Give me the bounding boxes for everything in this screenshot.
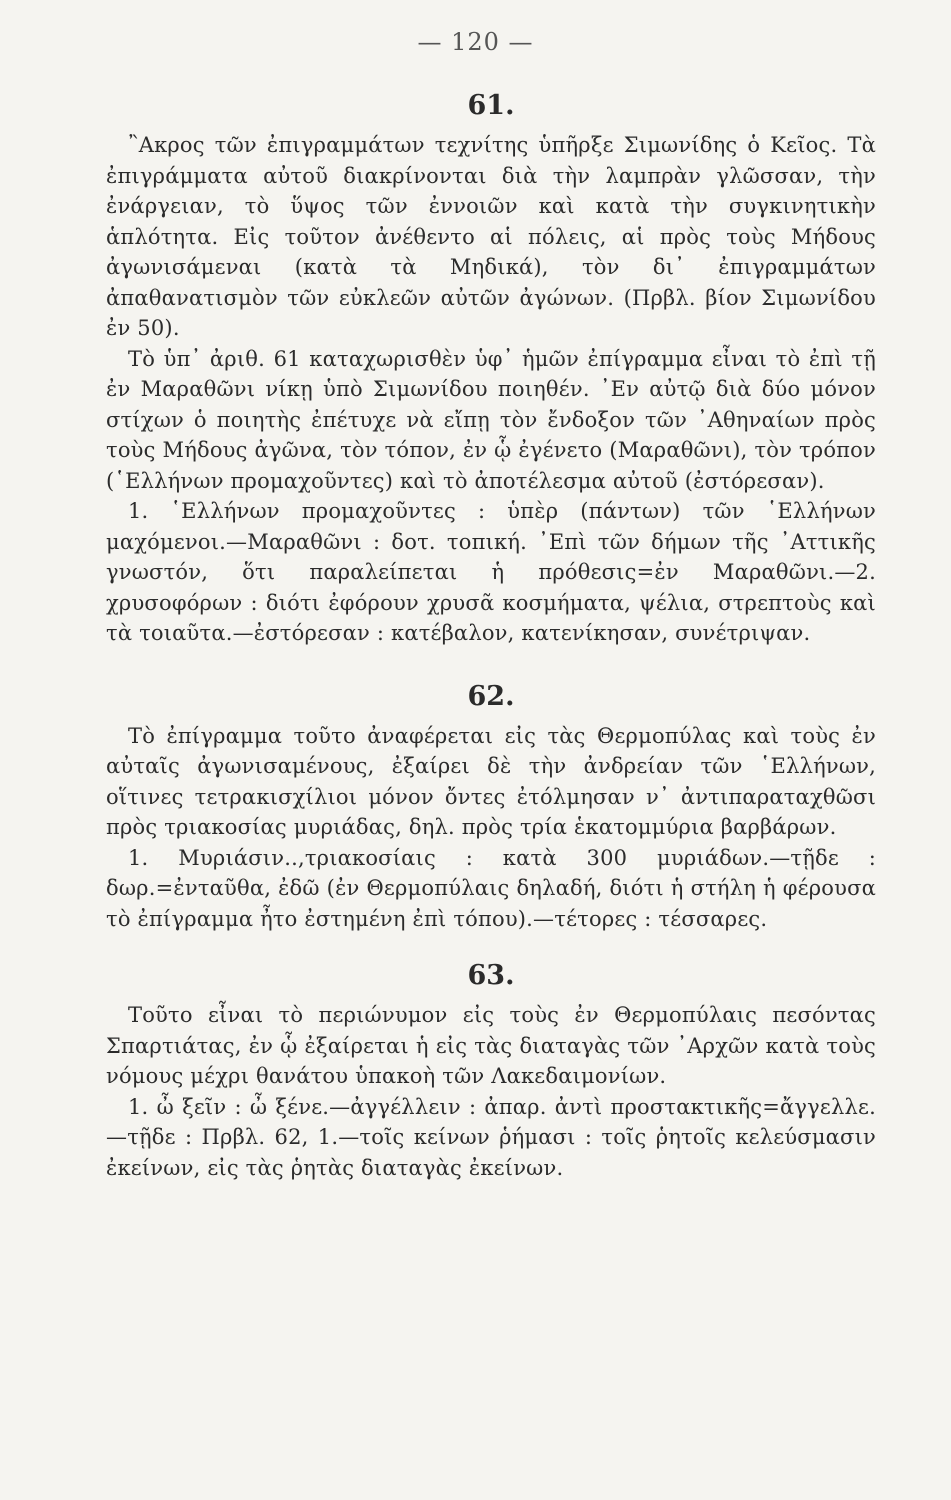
paragraph: Τὸ ἐπίγραμμα τοῦτο ἀναφέρεται εἰς τὰς Θερμοπύλας καὶ τοὺς ἐν αὐταῖς ἀγωνισαμένους, ἐξαίρει δὲ τὴν ἀνδρείαν τῶν ῾Ελλήνων, οἵτινες τετρακισχίλιοι μόνον ὄντες ἐτόλμησαν ν᾿ ἀντιπαραταχθῶσι πρὸς τριακοσίας μυριάδας, δηλ. πρὸς τρία ἑκατομμύρια βαρβάρων. (106, 723, 876, 839)
section-63 (106, 952, 876, 1183)
commentary-note: 1. Μυριάσιν..,τριακοσίαις : κατὰ 300 μυριάδων.—τῇδε : δωρ.=ἐνταῦθα, ἐδῶ (ἐν Θερμοπύλαις δηλαδή, διότι ἡ στήλη ἡ φέρουσα τὸ ἐπίγραμμα ἦτο ἐστημένη ἐπὶ τόπου).—τέτορες : τέσσαρες. (106, 845, 876, 931)
page-content (106, 82, 876, 1183)
section-heading: 61. (467, 90, 515, 121)
section-62 (106, 673, 876, 935)
paragraph: ῍Ακρος τῶν ἐπιγραμμάτων τεχνίτης ὑπῆρξε Σιμωνίδης ὁ Κεῖος. Τὰ ἐπιγράμματα αὐτοῦ διακρίνονται διὰ τὴν λαμπρὰν γλῶσσαν, τὴν ἐνάργειαν, τὸ ὕψος τῶν ἐννοιῶν καὶ κατὰ τὴν συγκινητικὴν ἁπλότητα. Εἰς τοῦτον ἀνέθεντο αἱ πόλεις, αἱ πρὸς τοὺς Μήδους ἀγωνισάμεναι (κατὰ τὰ Μηδικά), τὸν δι᾿ ἐπιγραμμάτων ἀπαθανατισμὸν τῶν εὐκλεῶν αὐτῶν ἀγώνων. (Πρβλ. βίον Σιμωνίδου ἐν 50). (106, 133, 876, 340)
commentary-note: 1. ῾Ελλήνων προμαχοῦντες : ὑπὲρ (πάντων) τῶν ῾Ελλήνων μαχόμενοι.—Μαραθῶνι : δοτ. τοπική. ᾿Επὶ τῶν δήμων τῆς ᾿Αττικῆς γνωστόν, ὅτι παραλείπεται ἡ πρόθεσις=ἐν Μαραθῶνι.—2. χρυσοφόρων : διότι ἐφόρουν χρυσᾶ κοσμήματα, ψέλια, στρεπτοὺς καὶ τὰ τοιαῦτα.—ἐστόρεσαν : κατέβαλον, κατενίκησαν, συνέτριψαν. (106, 499, 876, 645)
section-heading: 63. (467, 960, 515, 991)
paragraph: Τὸ ὑπ᾿ ἀριθ. 61 καταχωρισθὲν ὑφ᾿ ἡμῶν ἐπίγραμμα εἶναι τὸ ἐπὶ τῇ ἐν Μαραθῶνι νίκῃ ὑπὸ Σιμωνίδου ποιηθέν. ᾿Εν αὐτῷ διὰ δύο μόνον στίχων ὁ ποιητὴς ἐπέτυχε νὰ εἴπῃ τὸν ἔνδοξον τῶν ᾿Αθηναίων πρὸς τοὺς Μήδους ἀγῶνα, τὸν τόπον, ἐν ᾧ ἐγένετο (Μαραθῶνι), τὸν τρόπον (῾Ελλήνων προμαχοῦντες) καὶ τὸ ἀποτέλεσμα αὐτοῦ (ἐστόρεσαν). (106, 346, 876, 493)
commentary-note: 1. ὦ ξεῖν : ὦ ξένε.—ἀγγέλλειν : ἀπαρ. ἀντὶ προστακτικῆς=ἄγγελλε. —τῇδε : Πρβλ. 62, 1.—τοῖς κείνων ῥήμασι : τοῖς ῥητοῖς κελεύσμασιν ἐκείνων, εἰς τὰς ῥητὰς διαταγὰς ἐκείνων. (106, 1094, 876, 1180)
page-number: — 120 — (417, 28, 534, 56)
paragraph: Τοῦτο εἶναι τὸ περιώνυμον εἰς τοὺς ἐν Θερμοπύλαις πεσόντας Σπαρτιάτας, ἐν ᾧ ἐξαίρεται ἡ εἰς τὰς διαταγὰς τῶν ᾿Αρχῶν κατὰ τοὺς νόμους μέχρι θανάτου ὑπακοὴ τῶν Λακεδαιμονίων. (106, 1003, 876, 1088)
section-61 (106, 82, 876, 649)
section-heading: 62. (467, 680, 515, 712)
